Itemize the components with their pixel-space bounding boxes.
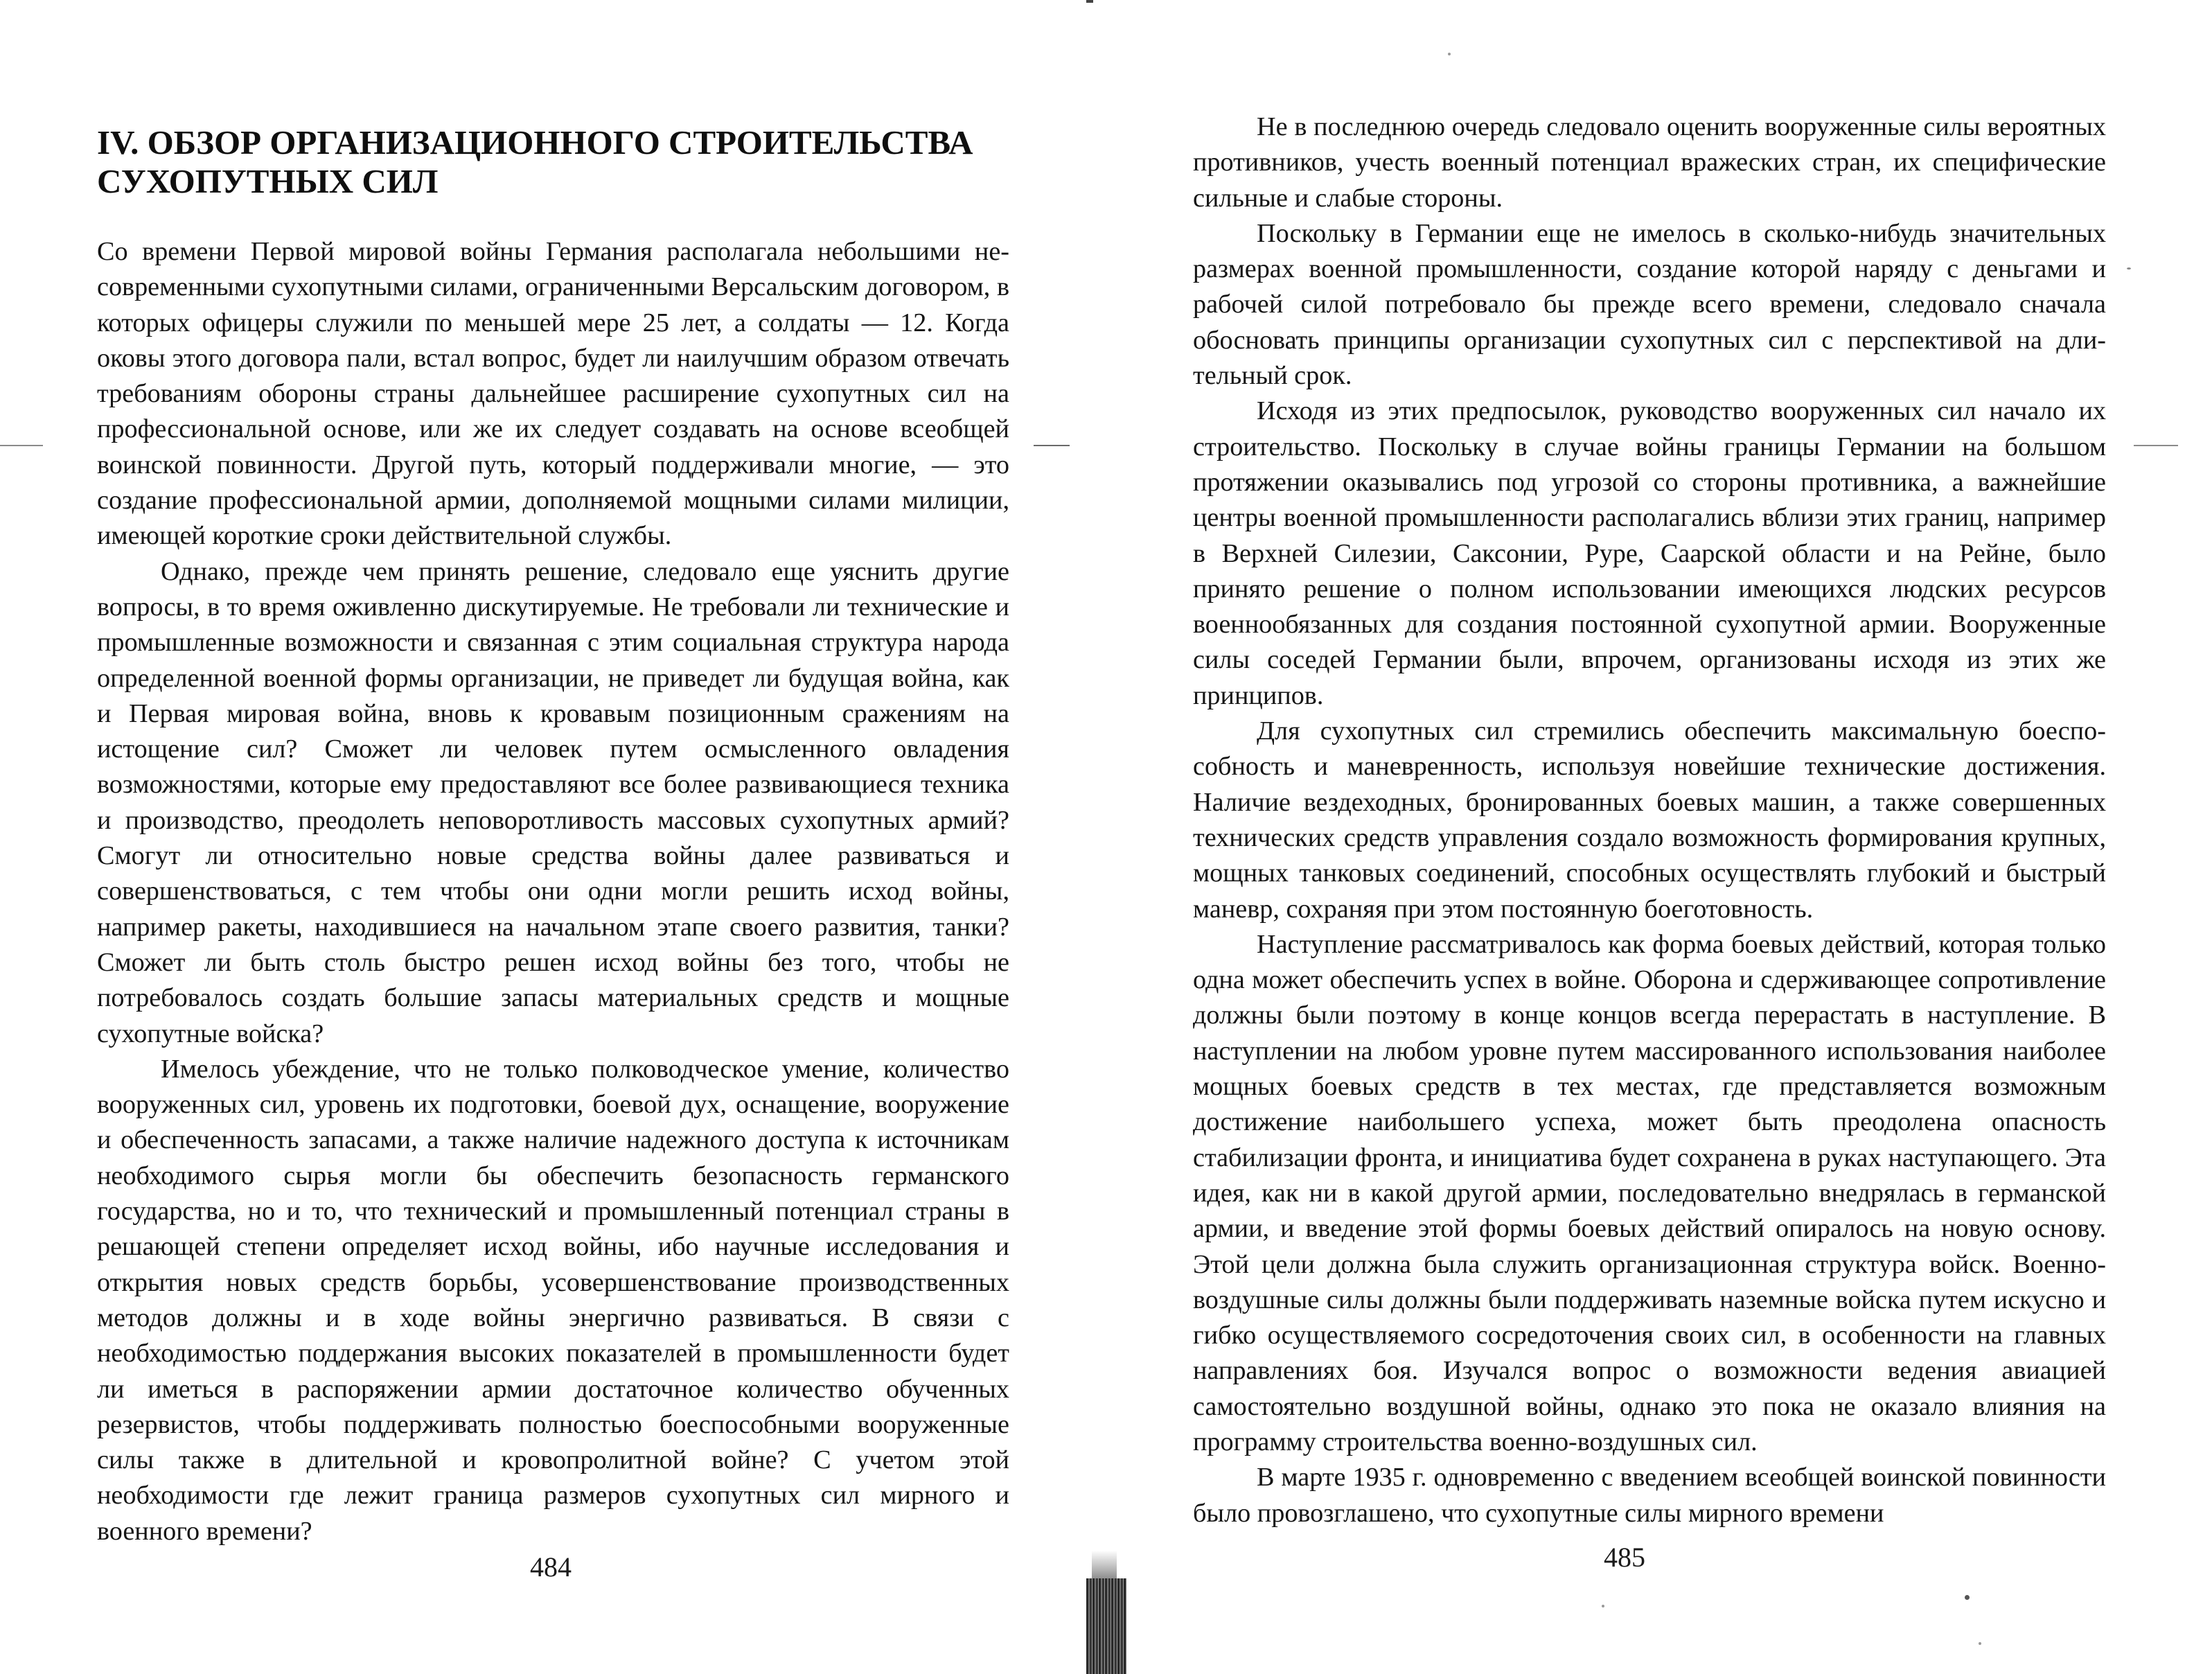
body-paragraph: В марте 1935 г. одновременно с введением всеобщей воинской повинности было провозглашено, что сухопутные силы мирного времени [1193, 1463, 2106, 1528]
scan-speck [1602, 1605, 1604, 1607]
scan-margin-mark [1086, 0, 1093, 3]
scan-speck [1965, 1595, 1970, 1600]
scan-margin-mark [0, 445, 43, 446]
left-page-body [97, 234, 1009, 1549]
scan-margin-mark [2134, 445, 2178, 446]
chapter-heading [97, 123, 1053, 201]
page-number: 485 [1604, 1542, 1645, 1573]
left-page [0, 0, 1095, 1674]
body-paragraph: Наступление рассматривалось как форма боевых действий, которая только одна может обеспечить успех в войне. Оборона и сдерживающее сопротивление должны были поэтому в конце концов всегда перерастать в наступление. В наступлении на любом уровне путем массированного использования наиболее мощных боевых средств в тех местах, где представляется возможным достижение наибольшего успеха, может быть преодолена опасность стабилизации фронта, и инициатива будет сохранена в руках наступающего. Эта идея, как ни в какой другой армии, последовательно внедрялась в германской армии, и введение этой формы боевых действий опиралось на новую основу. Этой цели должна была служить организационная структура войск. Военно-воздушные силы должны были поддерживать наземные войска путем искусно и гибко осуществляемого сосредоточения своих сил, в особенности на главных направлениях боя. Изучался вопрос о возможности ведения авиацией самостоятельно воздушной войны, однако это пока не оказало влияния на программу строительства военно-воздушных сил. [1193, 929, 2106, 1456]
body-paragraph: Со времени Первой мировой войны Германия располагала небольшими несовременными сухопутными силами, ограниченными Версальским договором, в которых офицеры служили по меньшей мере 25 лет, а солдаты — 12. Когда оковы этого договора пали, встал вопрос, будет ли наилучшим образом отвечать требованиям обороны страны дальнейшее расширение сухопутных сил на профессиональной основе, или же их следует создавать на основе всеобщей воинской повинности. Другой путь, который поддерживали многие, — это создание профессиональной армии, дополняемой мощными силами милиции, имеющей короткие сроки действительной службы. [97, 237, 1009, 551]
scan-margin-mark [1034, 445, 1070, 446]
scan-gutter-shadow [1086, 1578, 1126, 1674]
scan-speck [2127, 267, 2131, 270]
scan-speck [1979, 1642, 1981, 1645]
chapter-heading-line-1: IV. ОБЗОР ОРГАНИЗАЦИОННОГО СТРОИТЕЛЬСТВА [97, 123, 973, 161]
page-number: 484 [530, 1551, 572, 1583]
body-paragraph: Для сухопутных сил стремились обеспечить максимальную боеспособность и маневренность, используя новейшие технические достижения. Наличие вездеходных, бронированных боевых машин, а также совершенных технических средств управления создало возможность формирования крупных, мощных танковых соединений, способных осуществлять глубокий и быстрый маневр, сохраняя при этом постоянную боеготовность. [1193, 716, 2106, 924]
right-page [1117, 0, 2212, 1674]
scan-speck [1448, 53, 1451, 55]
body-paragraph: Поскольку в Германии еще не имелось в сколько-нибудь значительных размерах военной промышленности, создание которой наряду с деньгами и рабочей силой потребовало бы прежде всего времени, следовало сначала обосновать принципы организации сухопутных сил с перспективой на длительный срок. [1193, 218, 2106, 391]
body-paragraph: Не в последнюю очередь следовало оценить вооруженные силы вероятных противников, учесть военный потенциал вражеских стран, их специфические сильные и слабые стороны. [1193, 112, 2106, 213]
right-page-body [1193, 109, 2106, 1531]
body-paragraph: Однако, прежде чем принять решение, следовало еще уяснить другие вопросы, в то время оживленно дискутируемые. Не требовали ли технические и промышленные возможности и связанная с этим социальная структура народа определенной военной формы организации, не приведет ли будущая война, как и Первая мировая война, вновь к кровавым позиционным сражениям на истощение сил? Сможет ли человек путем осмысленного овладения возможностями, которые ему предоставляют все более развивающиеся техника и производство, преодолеть неповоротливость массовых сухопутных армий? Смогут ли относительно новые средства войны далее развиваться и совершенствоваться, с тем чтобы они одни могли решить исход войны, например ракеты, находившиеся на начальном этапе своего развития, танки? Сможет ли быть столь быстро решен исход войны без того, чтобы не потребовалось создать большие запасы материальных средств и мощные сухопутные войска? [97, 556, 1009, 1048]
body-paragraph: Имелось убеждение, что не только полководческое умение, количество вооруженных сил, уровень их подготовки, боевой дух, оснащение, вооружение и обеспеченность запасами, а также наличие надежного доступа к источникам необходимого сырья могли бы обеспечить безопасность германского государства, но и то, что технический и промышленный потенциал страны в решающей степени определяет исход войны, ибо научные исследования и открытия новых средств борьбы, усовершенствование производственных методов должны и в ходе войны энергично развиваться. В связи с необходимостью поддержания высоких показателей в промышленности будет ли иметься в распоряжении армии достаточное количество обученных резервистов, чтобы поддерживать полностью боеспособными вооруженные силы также в длительной и кровопролитной войне? С учетом этой необходимости где лежит граница размеров сухопутных сил мирного и военного времени? [97, 1054, 1009, 1546]
chapter-heading-line-2: СУХОПУТНЫХ СИЛ [97, 162, 439, 200]
body-paragraph: Исходя из этих предпосылок, руководство вооруженных сил начало их строительство. Поскольку в случае войны границы Германии на большом протяжении оказывались под угрозой со стороны противника, а важнейшие центры военной промышленности располагались вблизи этих границ, например в Верхней Силезии, Саксонии, Руре, Саарской области и на Рейне, было принято решение о полном использовании имеющихся людских ресурсов военнообязанных для создания постоянной сухопутной армии. Вооруженные силы соседей Германии были, впрочем, организованы исходя из этих же принципов. [1193, 396, 2106, 710]
